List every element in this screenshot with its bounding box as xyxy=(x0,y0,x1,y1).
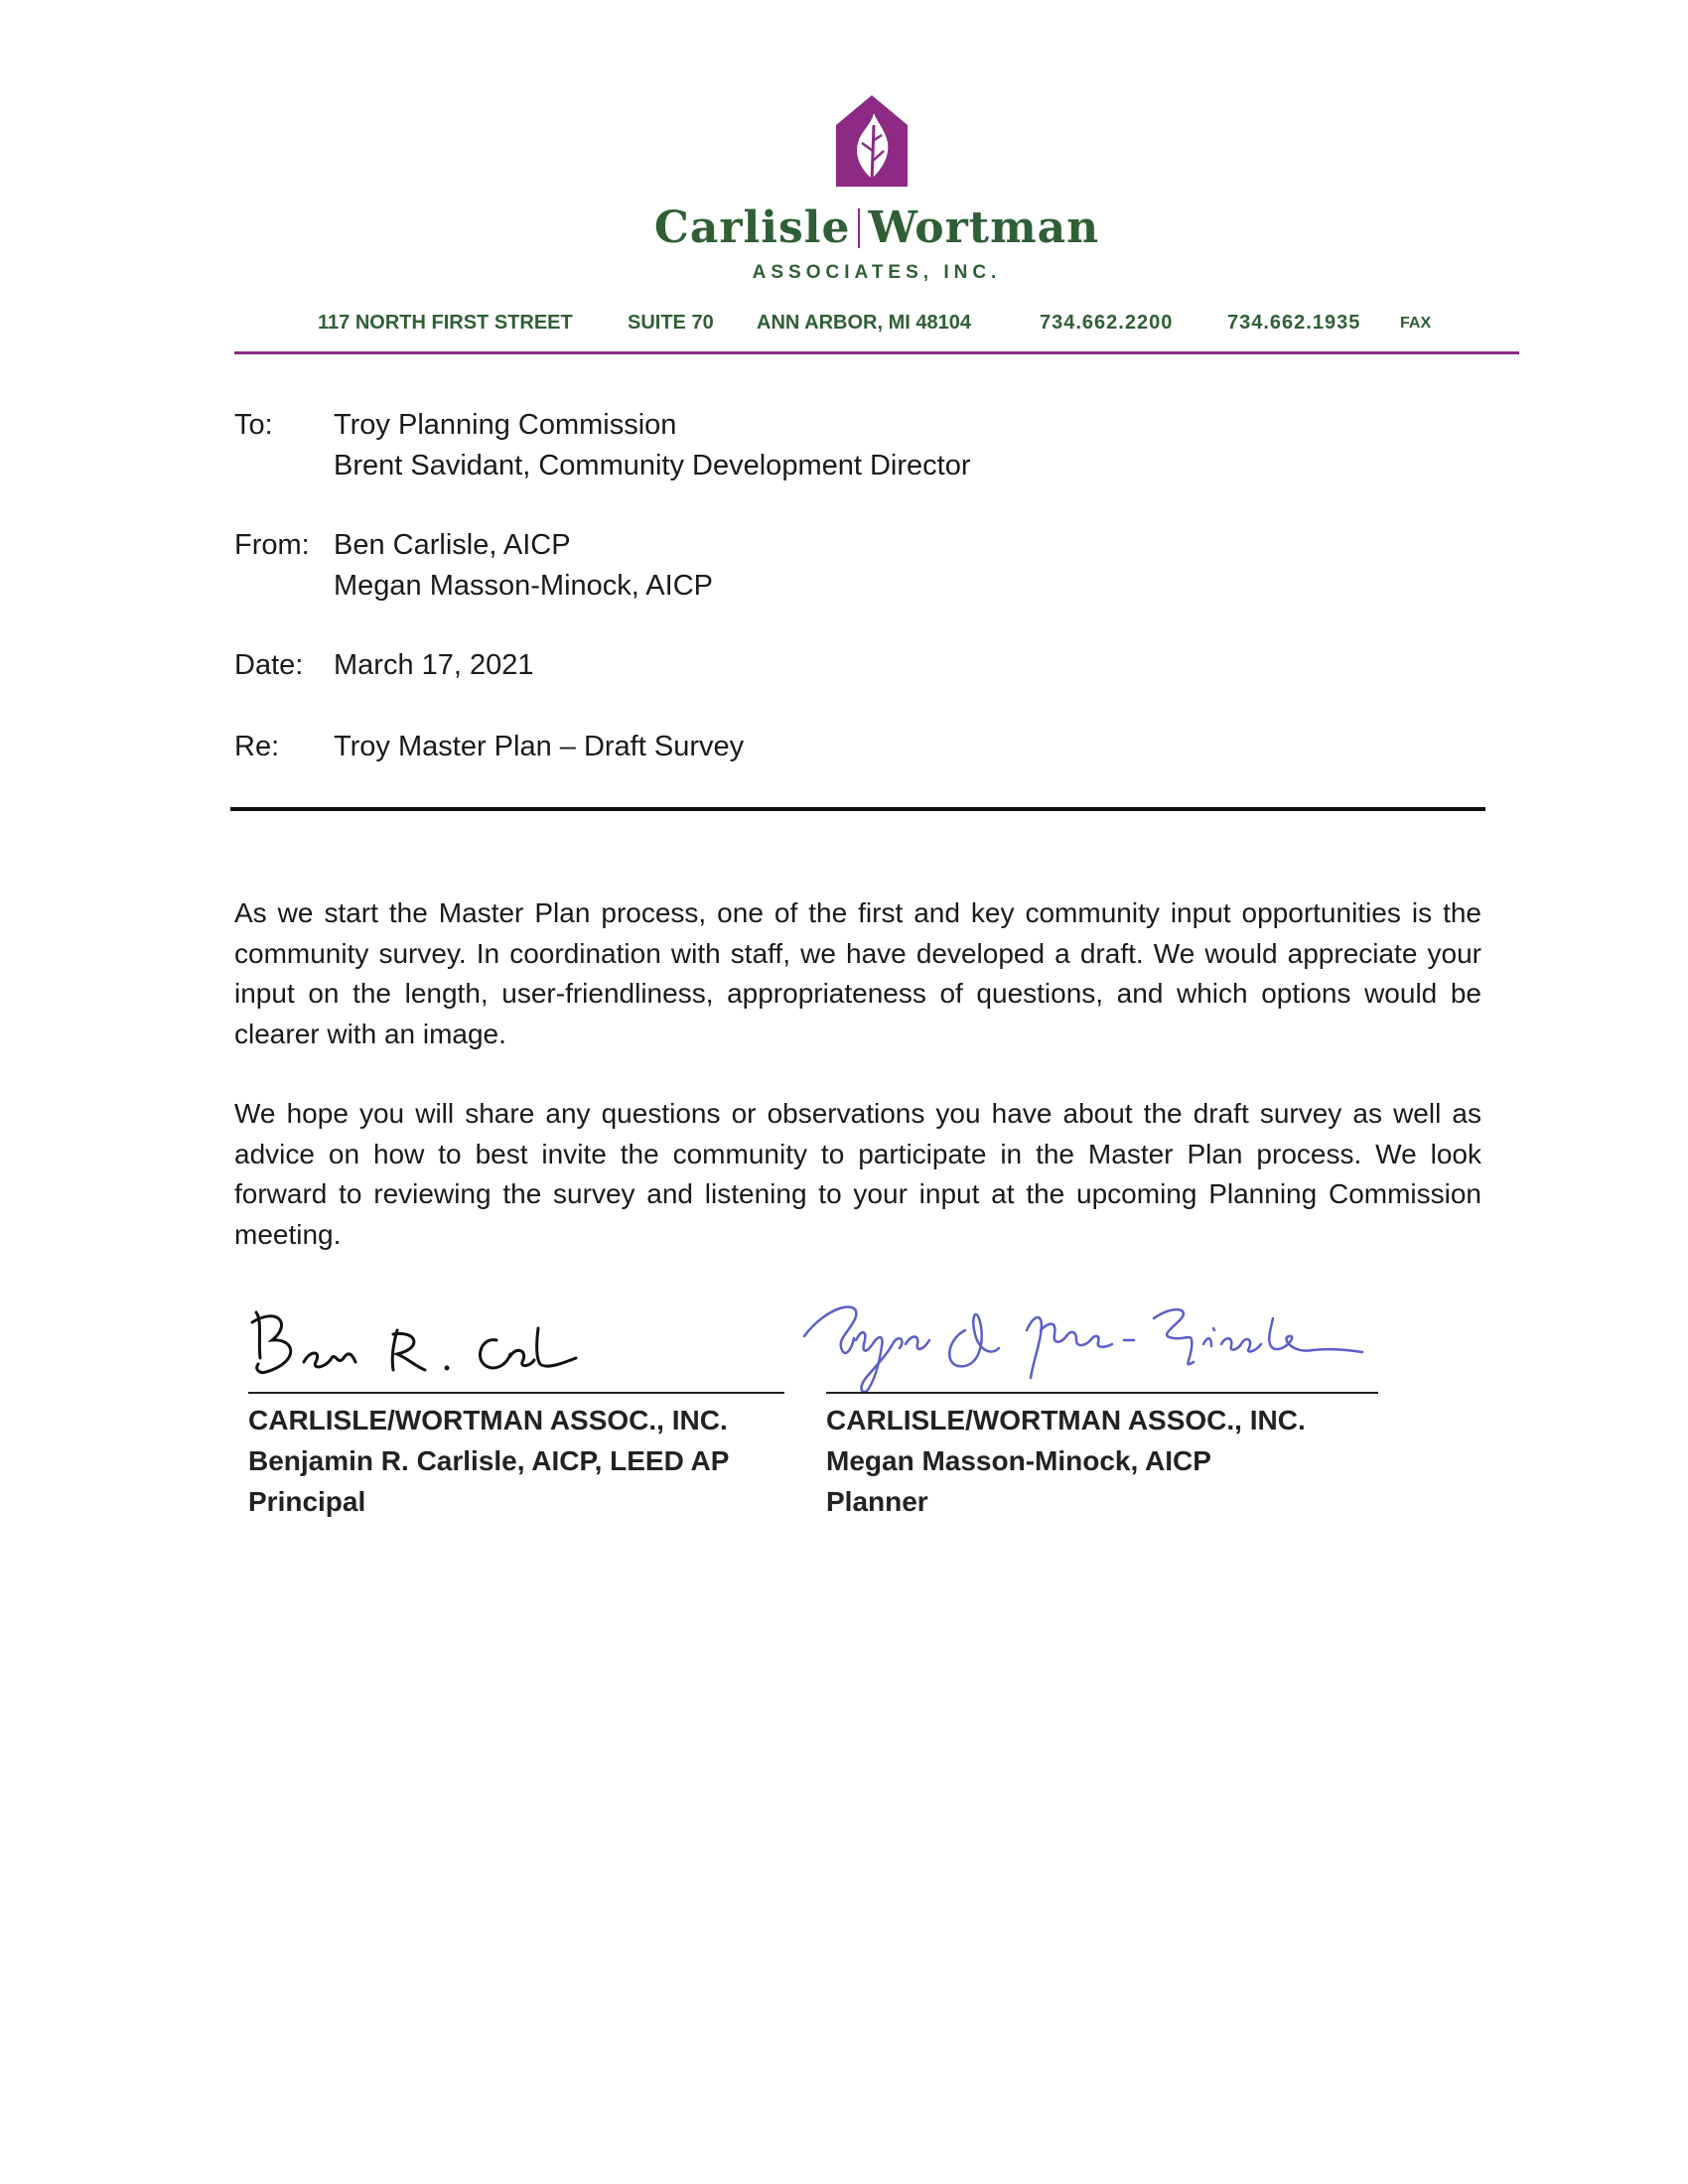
brand-name xyxy=(234,203,1519,253)
signature-firm: CARLISLE/WORTMAN ASSOC., INC. xyxy=(248,1405,728,1435)
memo-date-value: March 17, 2021 xyxy=(334,649,534,681)
letterhead xyxy=(234,95,1519,353)
letterhead-divider xyxy=(234,351,1519,354)
letter-body xyxy=(234,893,1481,1295)
memo-to-label: To: xyxy=(234,409,273,441)
memo-from-values xyxy=(334,525,713,607)
signature-line xyxy=(826,1392,1378,1394)
memo-re-label: Re: xyxy=(234,731,280,762)
memo-divider xyxy=(230,807,1485,811)
signature-details xyxy=(826,1400,1306,1522)
signature-firm: CARLISLE/WORTMAN ASSOC., INC. xyxy=(826,1405,1306,1435)
memo-to-line: Troy Planning Commission xyxy=(334,409,677,441)
address-city: ANN ARBOR, MI 48104 xyxy=(757,312,971,334)
memo-date-label: Date: xyxy=(234,649,304,681)
signature-details xyxy=(248,1400,729,1522)
address-line xyxy=(234,312,1519,336)
leaf-house-logo-icon xyxy=(836,95,908,187)
address-suite: SUITE 70 xyxy=(628,312,714,334)
memo-to-row xyxy=(234,405,1485,486)
phone-number: 734.662.2200 xyxy=(1040,312,1174,334)
memo-from-label: From: xyxy=(234,529,310,561)
memo-header xyxy=(234,405,1485,767)
signature-ben-carlisle xyxy=(248,1300,784,1392)
body-paragraph: As we start the Master Plan process, one of the first and key community input opportunities is the community survey. In coordination with staff, we have developed a draft. We would appreciate your input on the length, user-friendliness, appropriateness of questions, and which options would be clearer with an image. xyxy=(234,897,1481,1049)
signature-name: Benjamin R. Carlisle, AICP, LEED AP xyxy=(248,1445,730,1476)
memo-from-line: Megan Masson-Minock, AICP xyxy=(334,570,713,602)
memo-re-value: Troy Master Plan – Draft Survey xyxy=(334,731,745,762)
memo-re-row xyxy=(234,727,1485,767)
brand-name-left: Carlisle xyxy=(653,203,851,253)
signature-title: Principal xyxy=(248,1486,366,1517)
memo-from-row xyxy=(234,525,1485,607)
signature-name: Megan Masson-Minock, AICP xyxy=(826,1445,1211,1476)
address-street: 117 NORTH FIRST STREET xyxy=(318,312,573,334)
fax-label: FAX xyxy=(1400,315,1432,332)
memo-to-values xyxy=(334,405,970,486)
memo-to-line: Brent Savidant, Community Development Director xyxy=(334,450,971,481)
memo-from-line: Ben Carlisle, AICP xyxy=(334,529,571,561)
body-paragraph: We hope you will share any questions or observations you have about the draft survey as well as advice on how to best invite the community to participate in the Master Plan process. We look forward to reviewing the survey and listening to your input at the upcoming Planning Commission meeting. xyxy=(234,1098,1481,1250)
signature-line xyxy=(248,1392,784,1394)
brand-divider xyxy=(858,208,860,248)
fax-number: 734.662.1935 xyxy=(1227,312,1361,334)
memo-date-row xyxy=(234,645,1485,686)
brand-subtitle: ASSOCIATES, INC. xyxy=(752,262,1002,283)
memo-date-values xyxy=(334,645,534,686)
memo-re-values xyxy=(334,727,744,767)
brand-name-right: Wortman xyxy=(868,203,1100,253)
signature-title: Planner xyxy=(826,1486,928,1517)
